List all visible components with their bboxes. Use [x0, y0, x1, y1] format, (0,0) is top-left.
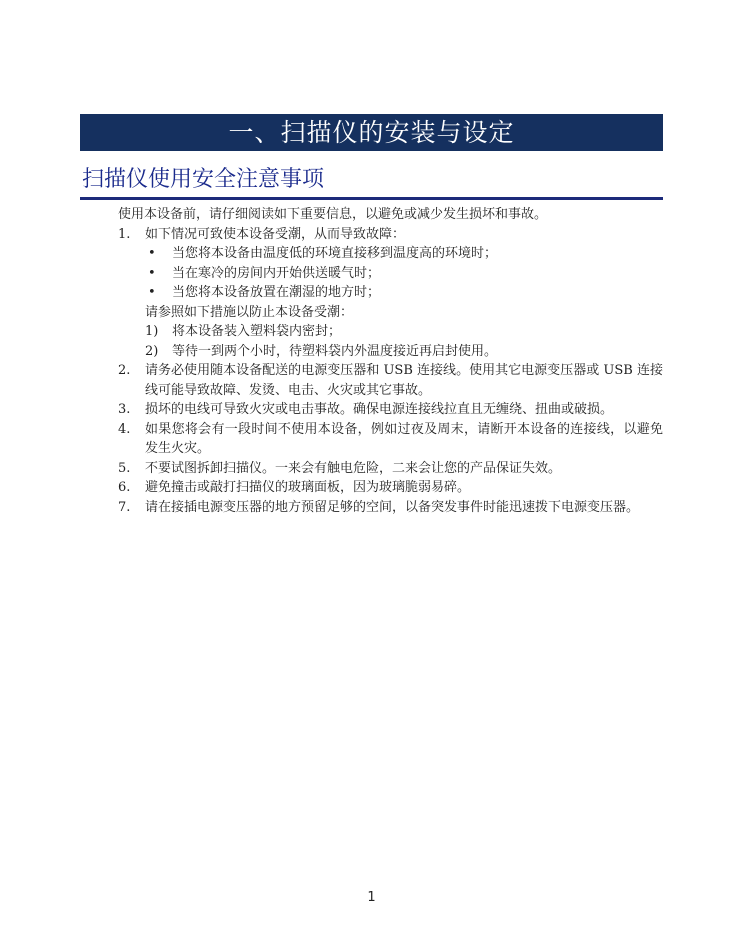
list-item: • 当您将本设备放置在潮湿的地方时； — [145, 283, 663, 303]
step-number: 1) — [145, 324, 159, 339]
list-item — [118, 361, 663, 400]
item-text: 不要试图拆卸扫描仪。一来会有触电危险，二来会让您的产品保证失效。 — [145, 460, 562, 476]
item-text: 请务必使用随本设备配送的电源变压器和 USB 连接线。使用其它电源变压器或 USB 连接线可能导致故障、发烫、电击、火灾或其它事故。 — [145, 363, 663, 398]
item-text: 避免撞击或敲打扫描仪的玻璃面板，因为玻璃脆弱易碎。 — [145, 480, 471, 495]
intro-text: 使用本设备前，请仔细阅读如下重要信息，以避免或减少发生损坏和事故。 — [118, 207, 548, 222]
item-number: 6. — [118, 480, 131, 495]
moisture-conditions-list — [145, 244, 663, 303]
item-text: 如下情况可致使本设备受潮，从而导致故障： — [145, 226, 406, 242]
item-number: 4. — [118, 421, 131, 437]
list-item — [145, 342, 663, 362]
item-text: 如果您将会有一段时间不使用本设备，例如过夜及周末，请断开本设备的连接线，以避免发生火灾。 — [145, 421, 663, 456]
safety-notes — [118, 205, 663, 517]
item-text: 损坏的电线可导致火灾或电击事故。确保电源连接线拉直且无缠绕、扭曲或破损。 — [145, 402, 614, 417]
list-item — [118, 498, 663, 518]
item-number: 7. — [118, 499, 131, 515]
list-item — [118, 459, 663, 479]
prevention-note: 请参照如下措施以防止本设备受潮： — [145, 304, 354, 320]
page-number: 1 — [367, 890, 376, 905]
item-number: 1. — [118, 226, 131, 242]
bullet-icon: • — [148, 246, 156, 261]
list-item: • 当在寒冷的房间内开始供送暖气时； — [145, 264, 663, 284]
bullet-icon: • — [148, 265, 156, 281]
list-item — [118, 420, 663, 459]
section-title: 扫描仪使用安全注意事项 — [82, 167, 325, 192]
list-item — [145, 322, 663, 342]
item-number: 3. — [118, 402, 131, 417]
safety-list — [118, 225, 663, 518]
step-text: 等待一到两个小时，待塑料袋内外温度接近再启封使用。 — [172, 343, 498, 359]
section-divider — [80, 197, 663, 200]
item-text: 请在接插电源变压器的地方预留足够的空间，以备突发事件时能迅速拨下电源变压器。 — [145, 499, 640, 515]
step-number: 2) — [145, 343, 159, 359]
step-text: 将本设备装入塑料袋内密封； — [172, 324, 342, 339]
chapter-title: 一、扫描仪的安装与设定 — [80, 114, 663, 151]
list-item — [118, 400, 663, 420]
list-item — [118, 478, 663, 498]
list-item: • 当您将本设备由温度低的环境直接移到温度高的环境时； — [145, 244, 663, 264]
item-number: 5. — [118, 460, 131, 476]
bullet-icon: • — [148, 285, 156, 300]
list-item — [118, 225, 663, 362]
item-number: 2. — [118, 363, 131, 378]
